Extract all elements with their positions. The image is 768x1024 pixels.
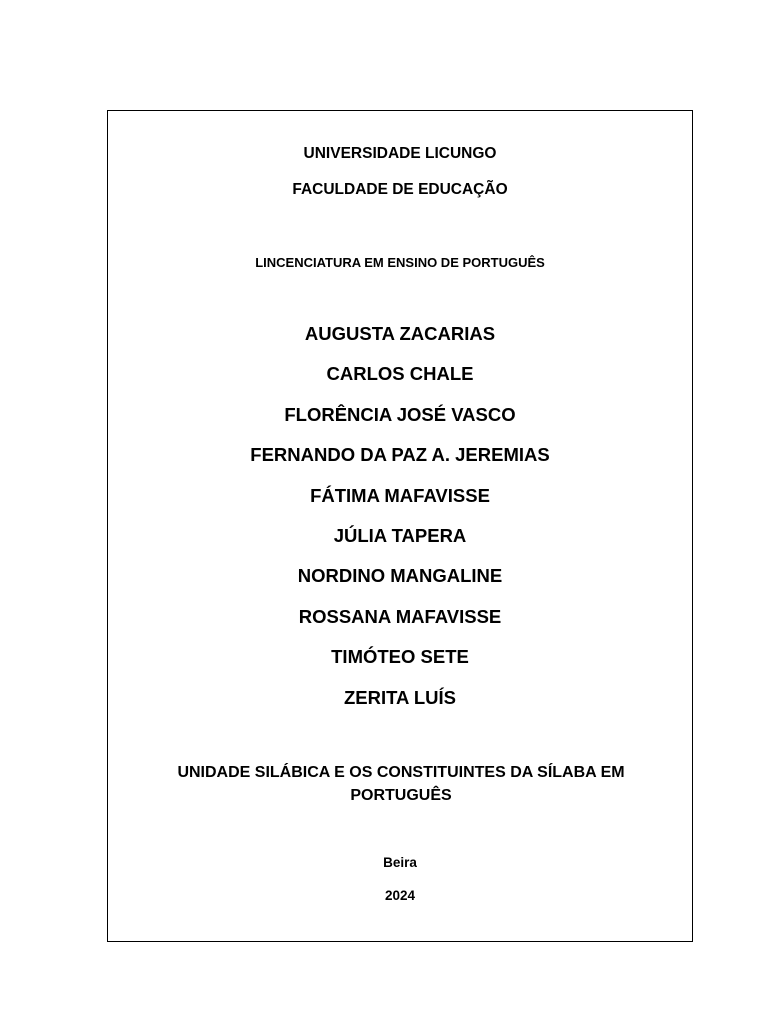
- city: Beira: [383, 855, 417, 870]
- author-name: FLORÊNCIA JOSÉ VASCO: [284, 403, 516, 425]
- author-name: ZERITA LUÍS: [343, 686, 457, 708]
- author-name: FÁTIMA MAFAVISSE: [310, 484, 490, 506]
- cover-page-frame: [107, 110, 693, 942]
- author-name: CARLOS CHALE: [326, 363, 474, 385]
- author-name: AUGUSTA ZACARIAS: [304, 323, 496, 344]
- year: 2024: [384, 888, 416, 903]
- author-name: FERNANDO DA PAZ A. JEREMIAS: [250, 444, 550, 466]
- document-title: UNIDADE SILÁBICA E OS CONSTITUINTES DA SÍLABA EM PORTUGUÊS: [177, 764, 625, 804]
- author-list: [108, 314, 692, 718]
- course-name: LINCENCIATURA EM ENSINO DE PORTUGUÊS: [255, 255, 545, 270]
- author-name: JÚLIA TAPERA: [333, 524, 467, 546]
- author-name: ROSSANA MAFAVISSE: [298, 605, 502, 627]
- university-name: UNIVERSIDADE LICUNGO: [303, 145, 497, 162]
- faculty-name: FACULDADE DE EDUCAÇÃO: [292, 181, 508, 198]
- author-name: NORDINO MANGALINE: [297, 565, 503, 587]
- author-name: TIMÓTEO SETE: [331, 646, 469, 668]
